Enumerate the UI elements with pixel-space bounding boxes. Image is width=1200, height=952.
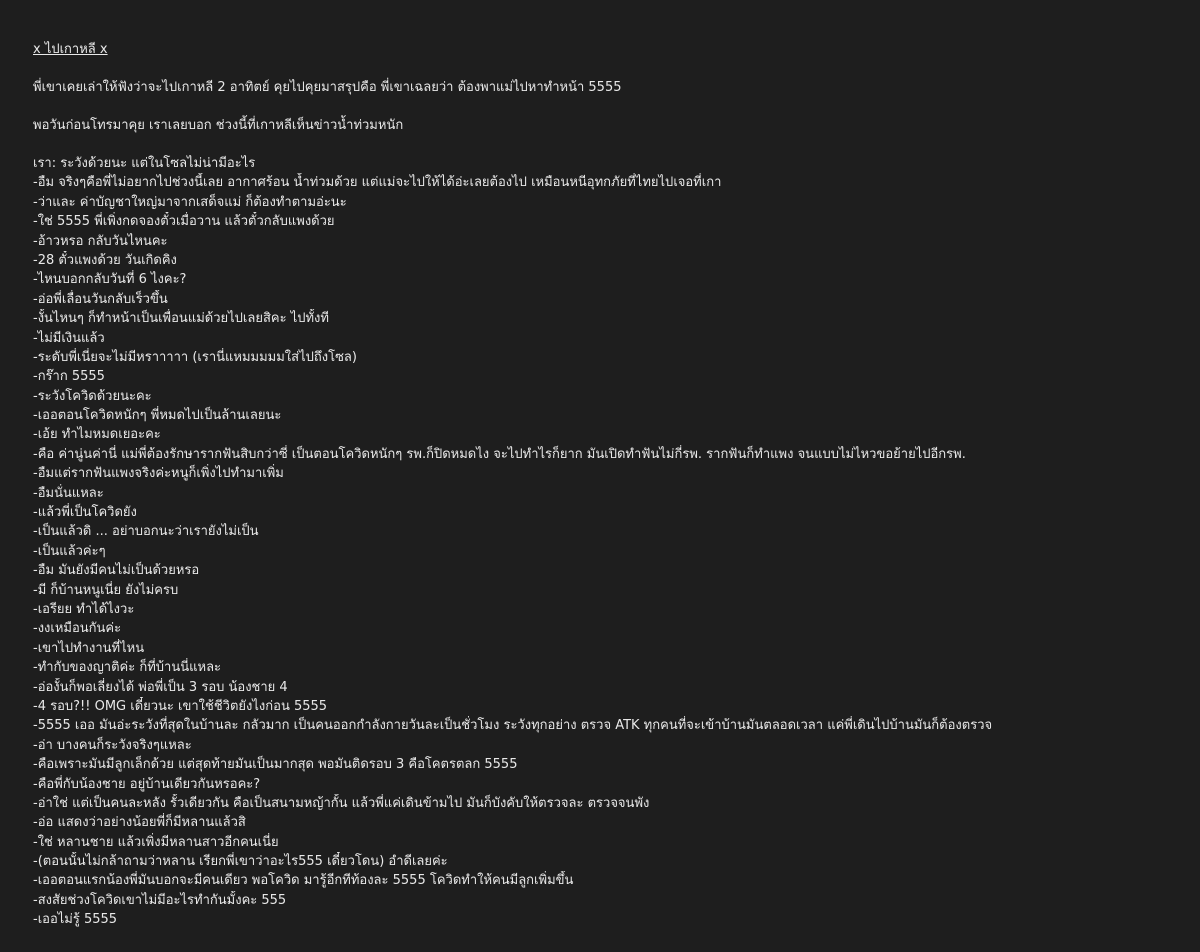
dialogue-line: -ทำกับของญาติค่ะ ก็ที่บ้านนี่แหละ — [33, 660, 222, 676]
dialogue-line: -อืมนั่นแหละ — [33, 485, 104, 501]
dialogue-line: -อ่อ แสดงว่าอย่างน้อยพี่ก็มีหลานแล้วสิ — [33, 815, 246, 831]
dialogue-line: -ใช่ 5555 พี่เพิ่งกดจองตั๋วเมื่อวาน แล้วตั๋วกลับแพงด้วย — [33, 214, 335, 230]
dialogue-line: -คือ ค่านู่นค่านี่ แม่พี่ต้องรักษารากฟันสิบกว่าซี่ เป็นตอนโควิดหนักๆ รพ.ก็ปิดหมดไง จะไปทำไรก็ยาก มันเปิดทำฟันไม่กี่รพ. รากฟันก็ทำแพง จนแบบไม่ไหวขอย้ายไปอีกรพ. — [33, 446, 966, 462]
dialogue-line: -อ้าวหรอ กลับวันไหนคะ — [33, 233, 168, 249]
dialogue-line: -มี ก็บ้านหนูเนี่ย ยังไม่ครบ — [33, 582, 179, 598]
dialogue-line: -แล้วพี่เป็นโควิดยัง — [33, 505, 137, 521]
dialogue-line: -ระดับพี่เนี่ยจะไม่มีหราาาาา (เรานี่แหมมมมมใส่ไปถึงโซล) — [33, 349, 357, 365]
spacer — [33, 60, 1183, 78]
dialogue-line: -ว่าและ ค่าบัญชาใหญ่มาจากเสด็จแม่ ก็ต้องทำตามอ่ะนะ — [33, 194, 347, 210]
dialogue-line: เรา: ระวังด้วยนะ แต่ในโซลไม่น่ามีอะไร — [33, 156, 256, 171]
dialogue-line: -อืม มันยังมีคนไม่เป็นด้วยหรอ — [33, 563, 200, 579]
document-body — [33, 40, 1183, 930]
dialogue-line: -ไม่มีเงินแล้ว — [33, 330, 105, 346]
dialogue-line: -เออตอนแรกน้องพี่มันบอกจะมีคนเดียว พอโควิด มารู้อีกทีท้องละ 5555 โควิดทำให้คนมีลูกเพิ่มขึ้น — [33, 873, 574, 889]
dialogue-line: -เออตอนโควิดหนักๆ พี่หมดไปเป็นล้านเลยนะ — [33, 408, 282, 424]
dialogue-line: -เขาไปทำงานที่ไหน — [33, 640, 145, 656]
dialogue-line: -เออไม่รู้ 5555 — [33, 912, 118, 928]
dialogue-line: -เป็นแล้วค่ะๆ — [33, 543, 106, 559]
context-paragraph: พอวันก่อนโทรมาคุย เราเลยบอก ช่วงนี้ที่เกาหลีเห็นข่าวน้ำท่วมหนัก — [33, 118, 404, 133]
dialogue-line: -เอรียย ทำได้ไงวะ — [33, 601, 135, 617]
dialogue-line: -ไหนบอกกลับวันที่ 6 ไงคะ? — [33, 272, 187, 288]
dialogue-line: -คือพี่กับน้องชาย อยู่บ้านเดียวกันหรอคะ? — [33, 776, 261, 792]
dialogue-line: -(ตอนนั้นไม่กล้าถามว่าหลาน เรียกพี่เขาว่าอะไร555 เดี๋ยวโดน) อำดีเลยค่ะ — [33, 854, 448, 870]
dialogue-line: -เป็นแล้วดิ ... อย่าบอกนะว่าเรายังไม่เป็น — [33, 524, 259, 540]
spacer — [33, 136, 1183, 154]
dialogue-line: -28 ตั๋วแพงด้วย วันเกิดคิง — [33, 252, 177, 268]
dialogue-line: -กร๊าก 5555 — [33, 369, 105, 385]
dialogue-line: -อ่อพี่เลื่อนวันกลับเร็วขึ้น — [33, 291, 168, 307]
document-title: x ไปเกาหลี x — [33, 42, 108, 57]
dialogue-line: -5555 เออ มันอ่ะระวังที่สุดในบ้านละ กลัวมาก เป็นคนออกกำลังกายวันละเป็นชั่วโมง ระวังทุกอย่าง ตรวจ ATK ทุกคนที่จะเข้าบ้านมันตลอดเวลา แค่พี่เดินไปบ้านมันก็ต้องตรวจ — [33, 718, 993, 734]
dialogue-line: -งั้นไหนๆ ก็ทำหน้าเป็นเพื่อนแม่ด้วยไปเลยสิคะ ไปทั้งที — [33, 311, 329, 327]
dialogue-line: -เอ้ย ทำไมหมดเยอะคะ — [33, 427, 161, 443]
dialogue-line: -สงสัยช่วงโควิดเขาไม่มีอะไรทำกันมั้งคะ 555 — [33, 892, 287, 908]
dialogue-line: -งงเหมือนกันค่ะ — [33, 621, 122, 637]
dialogue-list — [33, 154, 1183, 930]
dialogue-line: -4 รอบ?!! OMG เดี๋ยวนะ เขาใช้ชีวิตยังไงก่อน 5555 — [33, 698, 328, 714]
dialogue-line: -อ่า บางคนก็ระวังจริงๆแหละ — [33, 737, 192, 753]
dialogue-line: -คือเพราะมันมีลูกเล็กด้วย แต่สุดท้ายมันเป็นมากสุด พอมันติดรอบ 3 คือโคตรตลก 5555 — [33, 757, 518, 773]
spacer — [33, 98, 1183, 116]
dialogue-line: -อ่าใช่ แต่เป็นคนละหลัง รั้วเดียวกัน คือเป็นสนามหญ้ากั้น แล้วพี่แค่เดินข้ามไป มันก็บังคับให้ตรวจละ ตรวจจนพัง — [33, 795, 650, 811]
dialogue-line: -อืมแต่รากฟันแพงจริงค่ะหนูก็เพิ่งไปทำมาเพิ่ม — [33, 466, 284, 482]
dialogue-line: -อ่องั้นก็พอเลี่ยงได้ พ่อพี่เป็น 3 รอบ น้องชาย 4 — [33, 679, 288, 695]
dialogue-line: -ระวังโควิดด้วยนะคะ — [33, 388, 152, 404]
dialogue-line: -อืม จริงๆคือพี่ไม่อยากไปช่วงนี้เลย อากาศร้อน น้ำท่วมด้วย แต่แม่จะไปให้ได้อ่ะเลยต้องไป เหมือนหนีอุทกภัยที่ไทยไปเจอที่เกา — [33, 175, 722, 191]
dialogue-line: -ใช่ หลานชาย แล้วเพิ่งมีหลานสาวอีกคนเนี่ย — [33, 834, 279, 850]
intro-paragraph: พี่เขาเคยเล่าให้ฟังว่าจะไปเกาหลี 2 อาทิตย์ คุยไปคุยมาสรุปคือ พี่เขาเฉลยว่า ต้องพาแม่ไปหาทำหน้า 5555 — [33, 80, 622, 95]
